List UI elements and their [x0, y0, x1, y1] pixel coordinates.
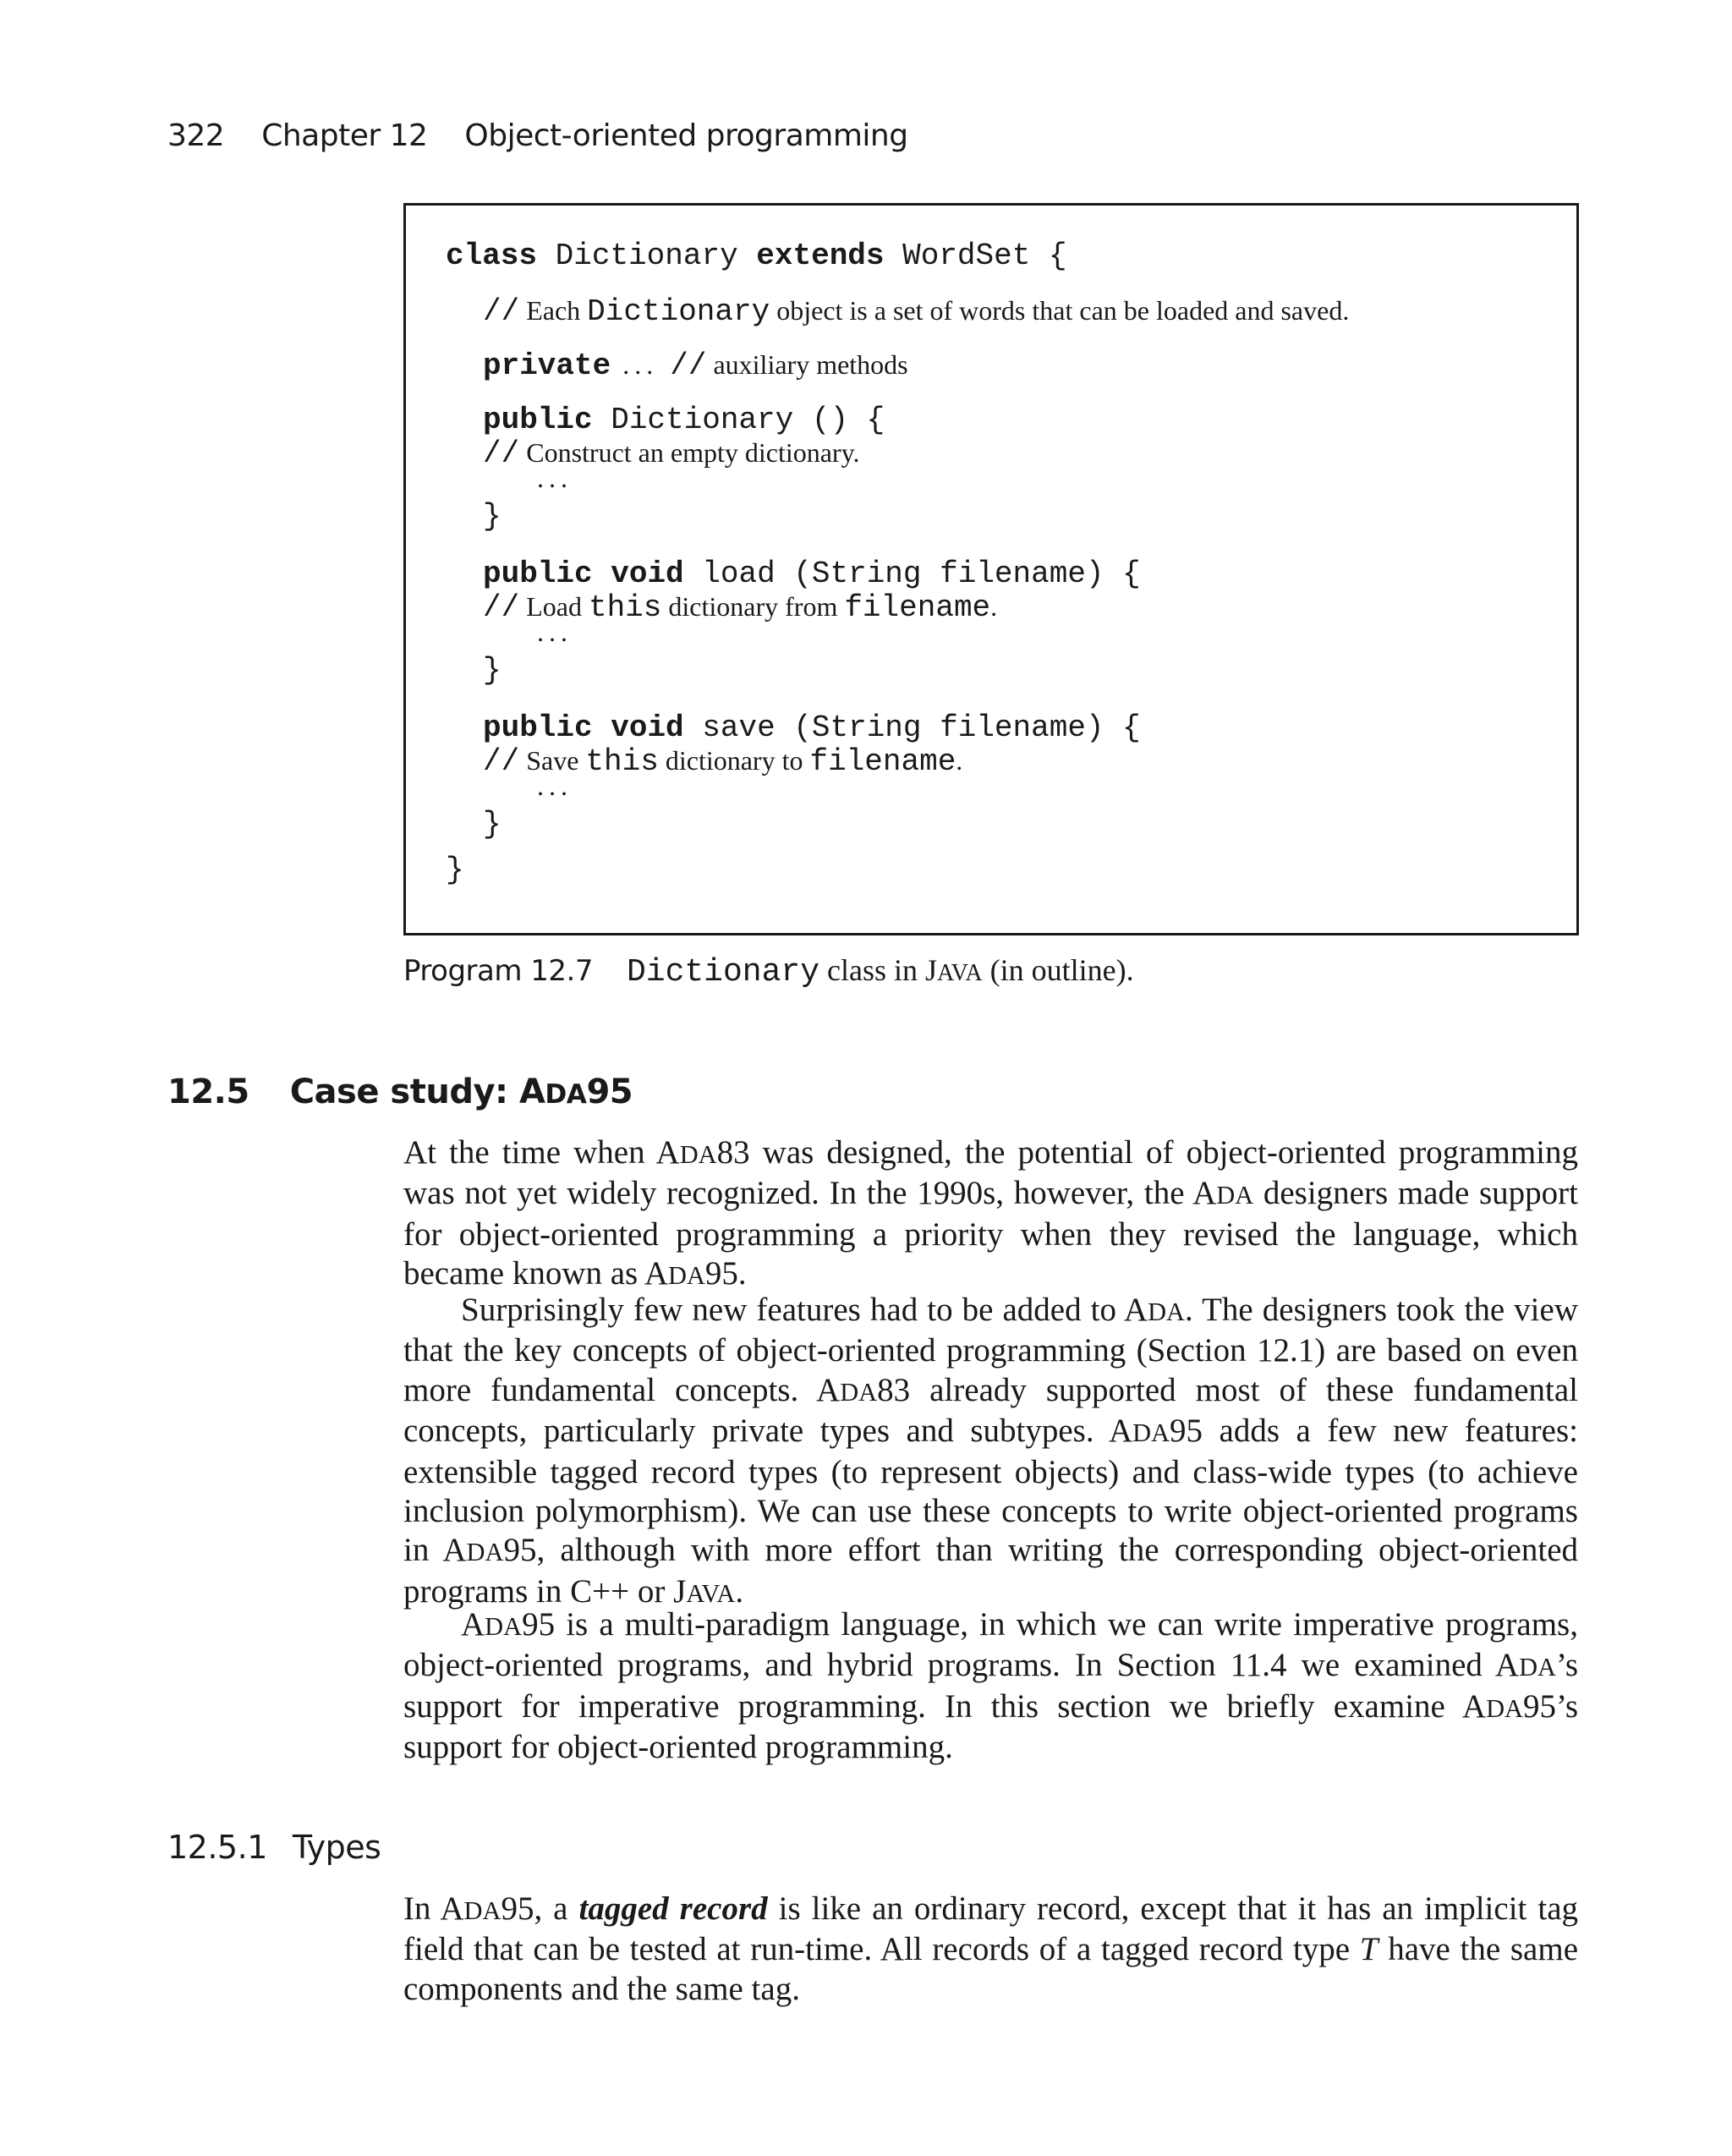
code-comment-line — [483, 294, 1349, 329]
inline-code: this — [588, 590, 662, 625]
comment-text: Construct an empty dictionary. — [519, 437, 860, 468]
smallcaps-initial: A — [518, 1073, 545, 1111]
body-paragraph: Surprisingly few new features had to be added to ADA. The designers took the view that the key concepts of object-oriented programming (Section 12.1) are based on even more fundamental concepts. ADA83 already supported most of these fundamental concepts, particularly private types and subtypes. ADA95 adds a few new features: extensible tagged record types (to represent objects) and class-wide types (to achieve inclusion polymorphism). We can use these concepts to write object-oriented programs in ADA95, although with more effort than writing the corresponding object-oriented programs in C++ or JAVA. — [403, 1292, 1579, 1610]
code-text: save (String filename) { — [683, 710, 1141, 745]
smallcaps-initial: A — [461, 1606, 485, 1643]
smallcaps-initial: A — [644, 1255, 668, 1292]
keyword: public — [483, 403, 593, 437]
section-title: Case study: — [289, 1073, 519, 1111]
code-line-load — [483, 557, 1141, 591]
smallcaps-initial: A — [1494, 1647, 1520, 1684]
comment-marker: // — [483, 436, 520, 471]
code-line-constructor — [483, 403, 885, 437]
section-number: 12.5 — [167, 1073, 249, 1111]
chapter-title: Object-oriented programming — [464, 118, 908, 153]
smallcaps-rest: DA — [545, 1079, 587, 1110]
smallcaps-rest: DA — [1519, 1653, 1556, 1682]
body-paragraph: At the time when ADA83 was designed, the potential of object-oriented programming was not yet widely recognized. In the 1990s, however, the ADA designers made support for object-oriented programming a priority when they revised the language, which became known as ADA95. — [403, 1134, 1578, 1292]
subsection-number: 12.5.1 — [167, 1829, 267, 1866]
comment-marker: // — [483, 744, 520, 779]
inline-code: filename — [844, 590, 991, 625]
keyword: void — [611, 557, 684, 591]
smallcaps-rest: DA — [1216, 1181, 1254, 1210]
code-text: load (String filename) { — [683, 557, 1141, 591]
type-variable: T — [1359, 1931, 1378, 1968]
comment-text: Each — [519, 295, 588, 326]
smallcaps-initial: A — [1192, 1175, 1217, 1212]
keyword: extends — [756, 239, 885, 273]
program-listing-box — [403, 203, 1579, 935]
comment-text: dictionary from — [661, 591, 845, 622]
caption-text: class in — [819, 953, 925, 987]
running-header — [167, 118, 908, 153]
emphasized-term: tagged record — [578, 1890, 768, 1927]
smallcaps-initial: A — [1108, 1413, 1133, 1450]
smallcaps-initial: A — [1461, 1687, 1487, 1725]
smallcaps-initial: A — [440, 1890, 464, 1927]
code-text: WordSet { — [884, 239, 1067, 273]
smallcaps-rest: AVA — [686, 1578, 736, 1608]
subsection-title: Types — [292, 1829, 381, 1866]
page-number: 322 — [167, 118, 225, 153]
smallcaps-rest: DA — [1148, 1297, 1185, 1326]
brace: } — [483, 807, 502, 842]
code-close-brace-class — [446, 853, 464, 887]
smallcaps-initial: J — [925, 953, 938, 987]
brace: } — [483, 499, 502, 534]
smallcaps-rest: DA — [463, 1896, 502, 1925]
smallcaps-initial: J — [673, 1572, 687, 1610]
code-close-brace — [483, 500, 502, 534]
ellipsis: ... — [537, 771, 573, 801]
inline-code: filename — [809, 744, 956, 779]
ellipsis: ... — [611, 349, 671, 380]
section-heading — [167, 1073, 633, 1111]
code-ellipsis — [537, 461, 573, 496]
ellipsis: ... — [537, 463, 573, 493]
comment-text: . — [990, 591, 998, 622]
smallcaps-rest: DA — [668, 1261, 705, 1291]
body-paragraph: In ADA95, a tagged record is like an ordinary record, except that it has an implicit tag field that can be tested at run-time. All records of a tagged record type T have the same components and the same tag. — [403, 1890, 1579, 2007]
smallcaps-rest: DA — [1486, 1693, 1523, 1723]
comment-marker: // — [483, 294, 520, 329]
smallcaps-rest: AVA — [937, 960, 983, 986]
section-title-suffix: 95 — [586, 1073, 633, 1111]
body-paragraph: ADA95 is a multi-paradigm language, in which we can write imperative programs, object-oriented programs, and hybrid programs. In Section 11.4 we examined ADA’s support for imperative programming. In this section we briefly examine ADA95’s support for object-oriented programming. — [403, 1606, 1578, 1766]
subsection-heading — [167, 1829, 381, 1866]
smallcaps-rest: DA — [466, 1538, 504, 1567]
inline-code: Dictionary — [587, 294, 770, 329]
smallcaps-rest: DA — [679, 1140, 717, 1169]
keyword: void — [611, 710, 684, 745]
inline-code: this — [585, 744, 659, 779]
brace: } — [446, 853, 464, 887]
smallcaps-rest: DA — [1132, 1418, 1170, 1448]
comment-text: dictionary to — [658, 745, 810, 776]
comment-marker: // — [670, 348, 707, 383]
comment-text: Load — [519, 591, 589, 622]
smallcaps-rest: DA — [840, 1377, 878, 1407]
caption-text: (in outline). — [982, 953, 1134, 987]
smallcaps-initial: A — [816, 1371, 841, 1408]
smallcaps-rest: DA — [485, 1612, 523, 1641]
keyword: private — [483, 348, 611, 383]
code-text: Dictionary — [537, 239, 757, 273]
brace: } — [483, 653, 502, 688]
chapter-label: Chapter 12 — [261, 118, 428, 153]
comment-text: . — [956, 745, 963, 776]
comment-marker: // — [483, 590, 520, 625]
caption-code: Dictionary — [626, 954, 820, 990]
code-line-private — [483, 348, 908, 383]
keyword: public — [483, 710, 593, 745]
code-text: Dictionary () { — [592, 403, 885, 437]
code-ellipsis — [537, 615, 573, 650]
comment-text: auxiliary methods — [706, 349, 908, 380]
smallcaps-initial: A — [1123, 1292, 1148, 1328]
code-line-save — [483, 711, 1141, 745]
code-close-brace — [483, 654, 502, 688]
smallcaps-initial: A — [655, 1134, 680, 1171]
keyword: public — [483, 557, 593, 591]
caption-label: Program 12.7 — [403, 954, 593, 988]
ellipsis: ... — [537, 617, 573, 647]
comment-text: Save — [519, 745, 586, 776]
comment-text: object is a set of words that can be loaded and saved. — [770, 295, 1350, 326]
smallcaps-initial: A — [442, 1532, 467, 1569]
code-close-brace — [483, 808, 502, 842]
code-line-class-decl — [446, 239, 1067, 273]
keyword: class — [446, 239, 538, 273]
program-caption — [403, 952, 1134, 990]
code-ellipsis — [537, 769, 573, 804]
